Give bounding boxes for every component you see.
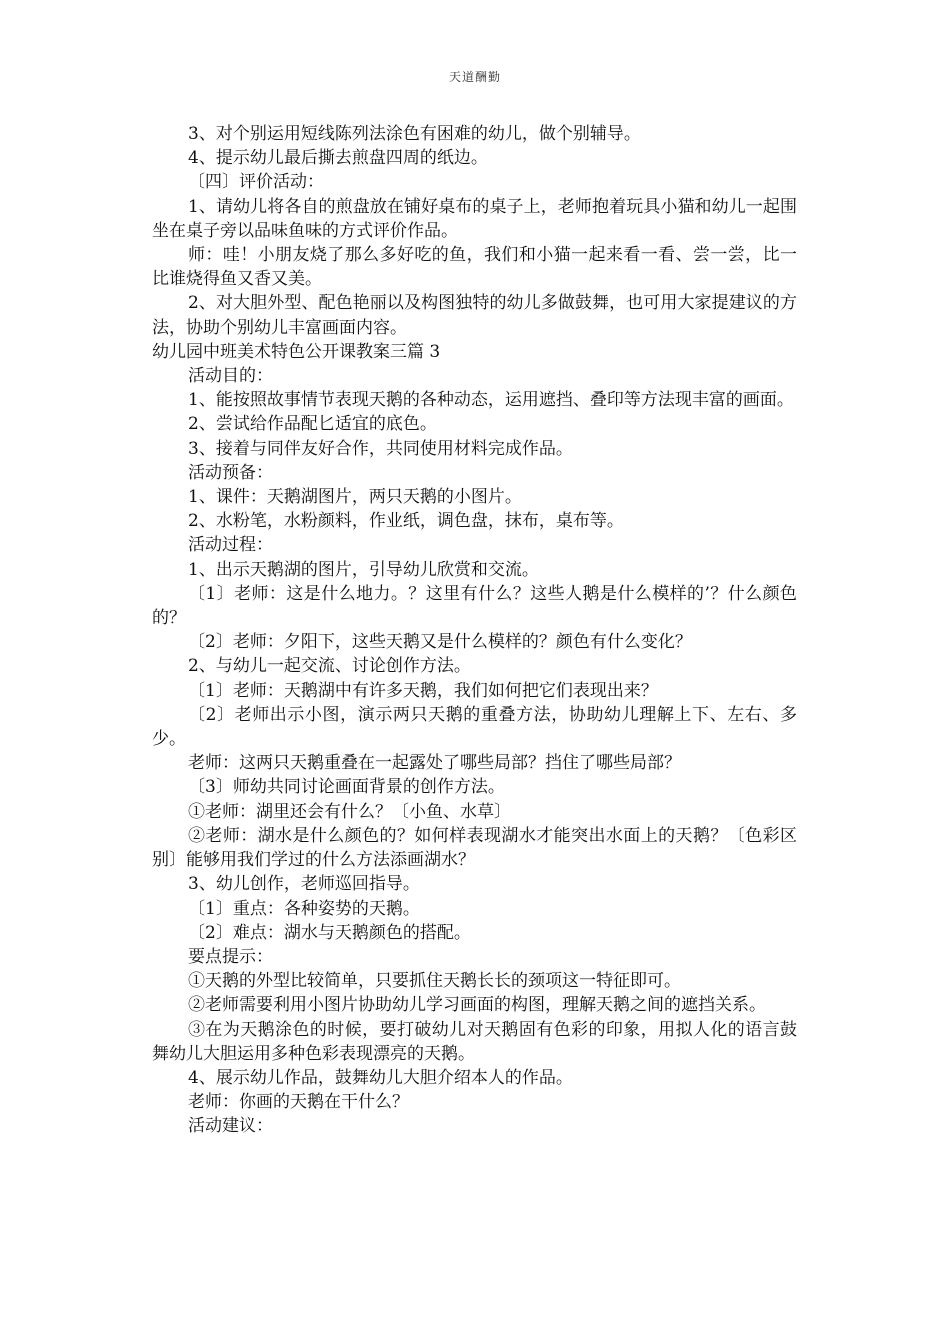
paragraph: ②老师：湖水是什么颜色的？如何样表现湖水才能突出水面上的天鹅？〔色彩区别〕能够用我们学过的什么方法添画湖水？	[152, 825, 797, 871]
document-title: 幼儿园中班美术特色公开课教案三篇 3	[152, 341, 441, 362]
paragraph: 〔1〕老师：这是什么地力。？这里有什么？这些人鹅是什么模样的’？什么颜色的？	[152, 583, 797, 629]
paragraph: 老师：你画的天鹅在干什么？	[188, 1092, 409, 1113]
paragraph: 1、能按照故事情节表现天鹅的各种动态，运用遮挡、叠印等方法现丰富的画面。	[188, 390, 794, 411]
paragraph: 1、课件：天鹅湖图片，两只天鹅的小图片。	[188, 487, 522, 508]
paragraph: 〔1〕老师：天鹅湖中有许多天鹅，我们如何把它们表现出来？	[188, 680, 658, 701]
section-heading: 活动建议：	[188, 1116, 273, 1137]
paragraph: 师：哇！小朋友烧了那么多好吃的鱼，我们和小猫一起来看一看、尝一尝，比一比谁烧得鱼又香又美。	[152, 245, 797, 290]
paragraph: 老师：这两只天鹅重叠在一起露处了哪些局部？挡住了哪些局部？	[188, 753, 681, 774]
paragraph: 〔2〕老师出示小图，演示两只天鹅的重叠方法，协助幼儿理解上下、左右、多少。	[152, 704, 797, 750]
paragraph: 2、尝试给作品配匕适宜的底色。	[188, 414, 437, 435]
page-header: 天道酬勤	[448, 70, 501, 84]
paragraph: 3、对个别运用短线陈列法涂色有困难的幼儿，做个别辅导。	[188, 124, 641, 144]
paragraph: 3、幼儿创作，老师巡回指导。	[188, 874, 420, 895]
paragraph: 2、对大胆外型、配色艳丽以及构图独特的幼儿多做鼓舞，也可用大家提建议的方法，协助个别幼儿丰富画面内容。	[152, 293, 797, 338]
paragraph: ①老师：湖里还会有什么？〔小鱼、水草〕	[188, 801, 511, 822]
paragraph: 2、水粉笔，水粉颜料，作业纸，调色盘，抹布，桌布等。	[188, 511, 624, 532]
paragraph: 4、展示幼儿作品，鼓舞幼儿大胆介绍本人的作品。	[188, 1067, 573, 1088]
paragraph: ③在为天鹅涂色的时候，要打破幼儿对天鹅固有色彩的印象，用拟人化的语言鼓舞幼儿大胆运用多种色彩表现漂亮的天鹅。	[152, 1019, 797, 1064]
document-body	[152, 122, 797, 1139]
paragraph: 4、提示幼儿最后撕去煎盘四周的纸边。	[188, 148, 488, 169]
section-heading: 活动过程：	[188, 535, 273, 556]
section-heading: 要点提示：	[188, 946, 273, 967]
section-heading: 活动预备：	[188, 462, 273, 483]
paragraph: 〔3〕师幼共同讨论画面背景的创作方法。	[188, 777, 505, 798]
section-heading: 活动目的：	[188, 366, 273, 387]
paragraph: 〔2〕难点：湖水与天鹅颜色的搭配。	[188, 922, 471, 943]
paragraph: 〔2〕老师：夕阳下，这些天鹅又是什么模样的？颜色有什么变化？	[188, 632, 692, 653]
paragraph: 1、请幼儿将各自的煎盘放在铺好桌布的桌子上，老师抱着玩具小猫和幼儿一起围坐在桌子旁以品味鱼味的方式评价作品。	[152, 196, 797, 241]
paragraph: ②老师需要利用小图片协助幼儿学习画面的构图，理解天鹅之间的遮挡关系。	[188, 995, 766, 1016]
paragraph: 1、出示天鹅湖的图片，引导幼儿欣赏和交流。	[188, 559, 539, 580]
paragraph: 2、与幼儿一起交流、讨论创作方法。	[188, 656, 471, 677]
paragraph: 〔1〕重点：各种姿势的天鹅。	[188, 898, 420, 919]
section-heading: 〔四〕评价活动：	[188, 172, 324, 193]
paragraph: ①天鹅的外型比较简单，只要抓住天鹅长长的颈项这一特征即可。	[188, 971, 681, 992]
paragraph: 3、接着与同伴友好合作，共同使用材料完成作品。	[188, 438, 573, 459]
